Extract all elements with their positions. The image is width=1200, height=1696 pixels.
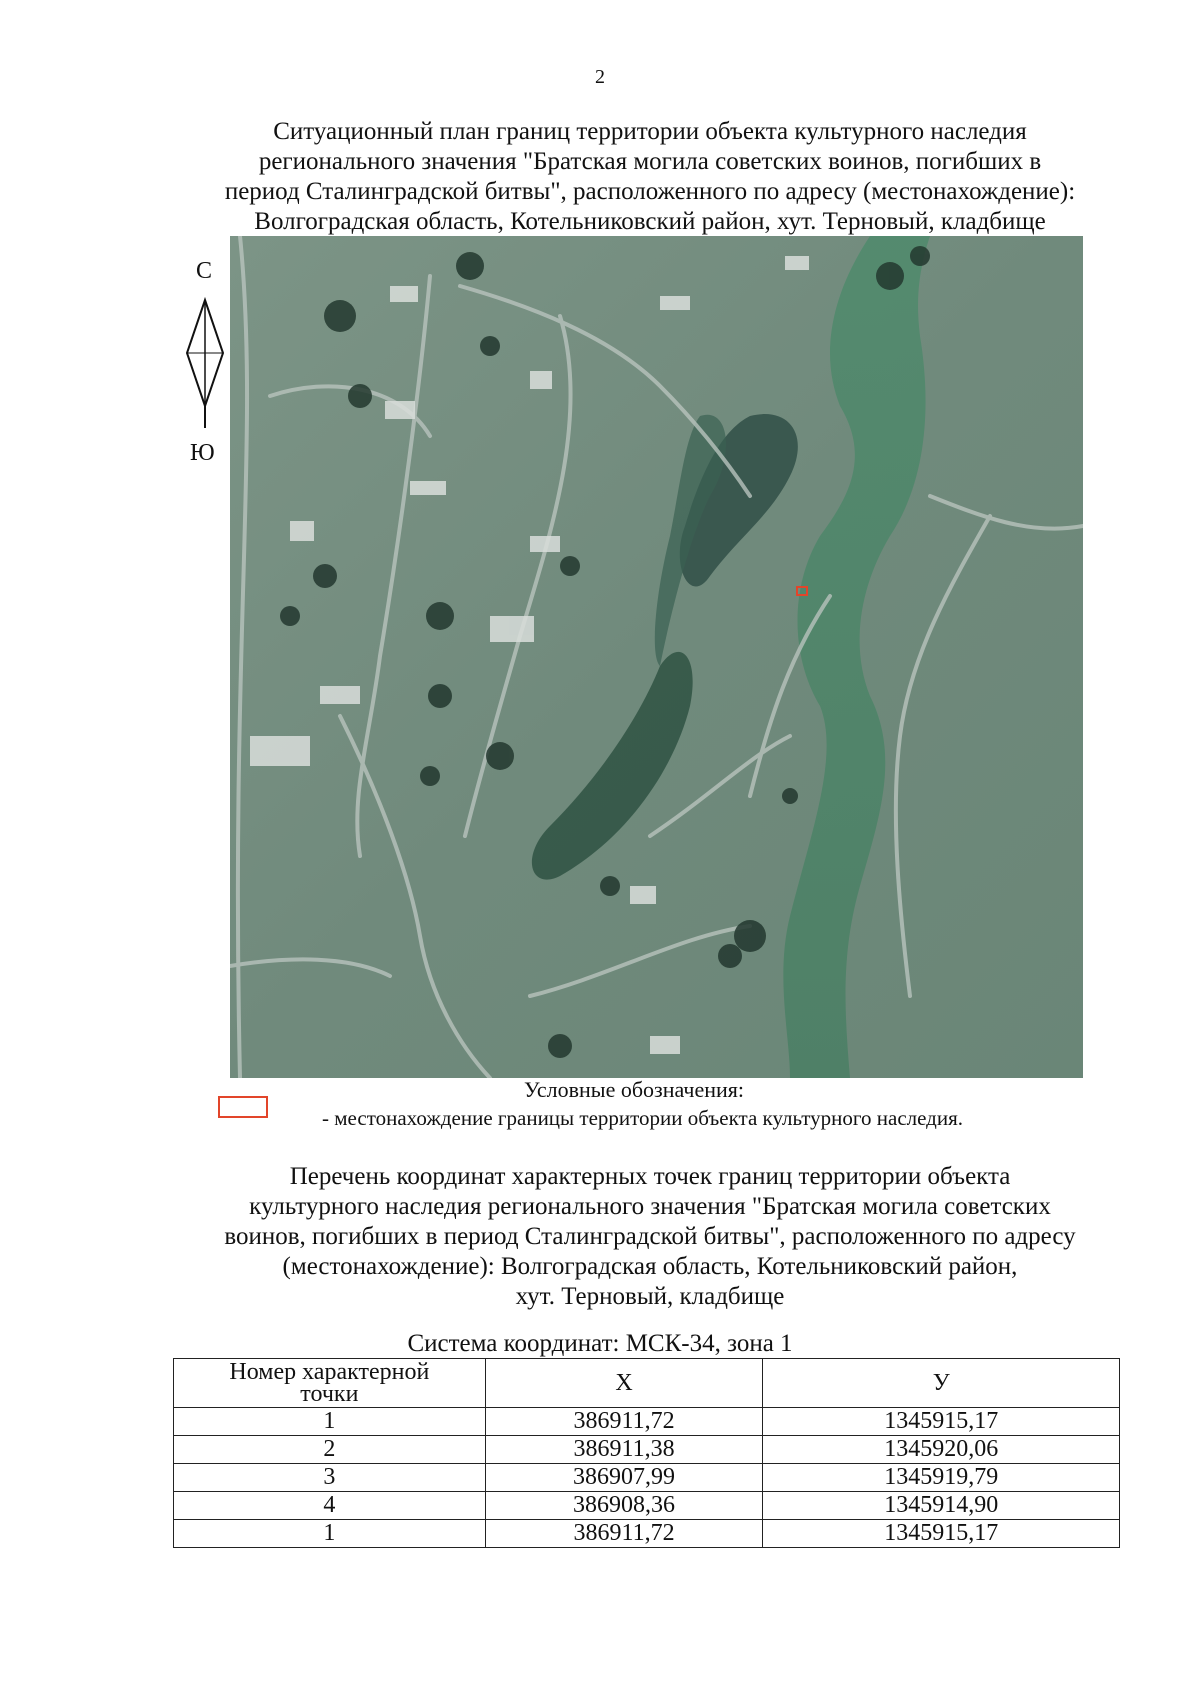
- cell-point: 1: [174, 1520, 486, 1548]
- heading-line: воинов, погибших в период Сталинградской битвы", расположенного по адресу: [224, 1223, 1076, 1250]
- title-line: регионального значения "Братская могила советских воинов, погибших в: [258, 148, 1042, 175]
- satellite-map: [230, 236, 1083, 1078]
- header-point-number: [174, 1359, 486, 1408]
- compass-south-label: Ю: [190, 440, 215, 466]
- heading-line: культурного наследия регионального значения "Братская могила советских: [249, 1193, 1051, 1220]
- title-line: период Сталинградской битвы", расположенного по адресу (местонахождение):: [224, 178, 1076, 205]
- cell-x: 386907,99: [485, 1464, 763, 1492]
- map-image: [230, 236, 1083, 1078]
- cell-y: 1345915,17: [763, 1408, 1120, 1436]
- table-row: [174, 1408, 1120, 1436]
- compass-arrow-icon: [175, 258, 235, 468]
- header-point-line1: Номер характерной: [229, 1359, 430, 1385]
- table-row: [174, 1520, 1120, 1548]
- coordinates-table: [173, 1358, 1120, 1548]
- title-line: Волгоградская область, Котельниковский район, хут. Терновый, кладбище: [254, 208, 1046, 235]
- heading-line: хут. Терновый, кладбище: [515, 1283, 785, 1310]
- legend-boundary-text: - местонахождение границы территории объекта культурного наследия.: [322, 1106, 963, 1130]
- table-row: [174, 1492, 1120, 1520]
- table-header-row: [174, 1359, 1120, 1408]
- cell-point: 4: [174, 1492, 486, 1520]
- cell-y: 1345914,90: [763, 1492, 1120, 1520]
- legend-boundary-swatch: [218, 1096, 268, 1118]
- cell-y: 1345915,17: [763, 1520, 1120, 1548]
- table-row: [174, 1436, 1120, 1464]
- cell-x: 386911,72: [485, 1408, 763, 1436]
- heading-line: (местонахождение): Волгоградская область, Котельниковский район,: [282, 1253, 1018, 1280]
- heading-line: Перечень координат характерных точек границ территории объекта: [289, 1163, 1011, 1190]
- cell-y: 1345920,06: [763, 1436, 1120, 1464]
- compass-north-label: С: [196, 258, 213, 284]
- cell-point: 2: [174, 1436, 486, 1464]
- coordinates-list-heading: [150, 1162, 1150, 1312]
- legend-title: Условные обозначения:: [523, 1077, 745, 1102]
- header-x: Х: [485, 1359, 763, 1408]
- coordinate-system-label: Система координат: МСК-34, зона 1: [407, 1330, 793, 1357]
- situation-plan-title: [150, 117, 1150, 237]
- cell-point: 1: [174, 1408, 486, 1436]
- header-y: У: [763, 1359, 1120, 1408]
- table-row: [174, 1464, 1120, 1492]
- cell-x: 386908,36: [485, 1492, 763, 1520]
- cell-x: 386911,38: [485, 1436, 763, 1464]
- cell-point: 3: [174, 1464, 486, 1492]
- cell-y: 1345919,79: [763, 1464, 1120, 1492]
- header-point-line2: точки: [300, 1381, 359, 1407]
- page-number: 2: [595, 66, 605, 88]
- title-line: Ситуационный план границ территории объекта культурного наследия: [273, 118, 1027, 145]
- cell-x: 386911,72: [485, 1520, 763, 1548]
